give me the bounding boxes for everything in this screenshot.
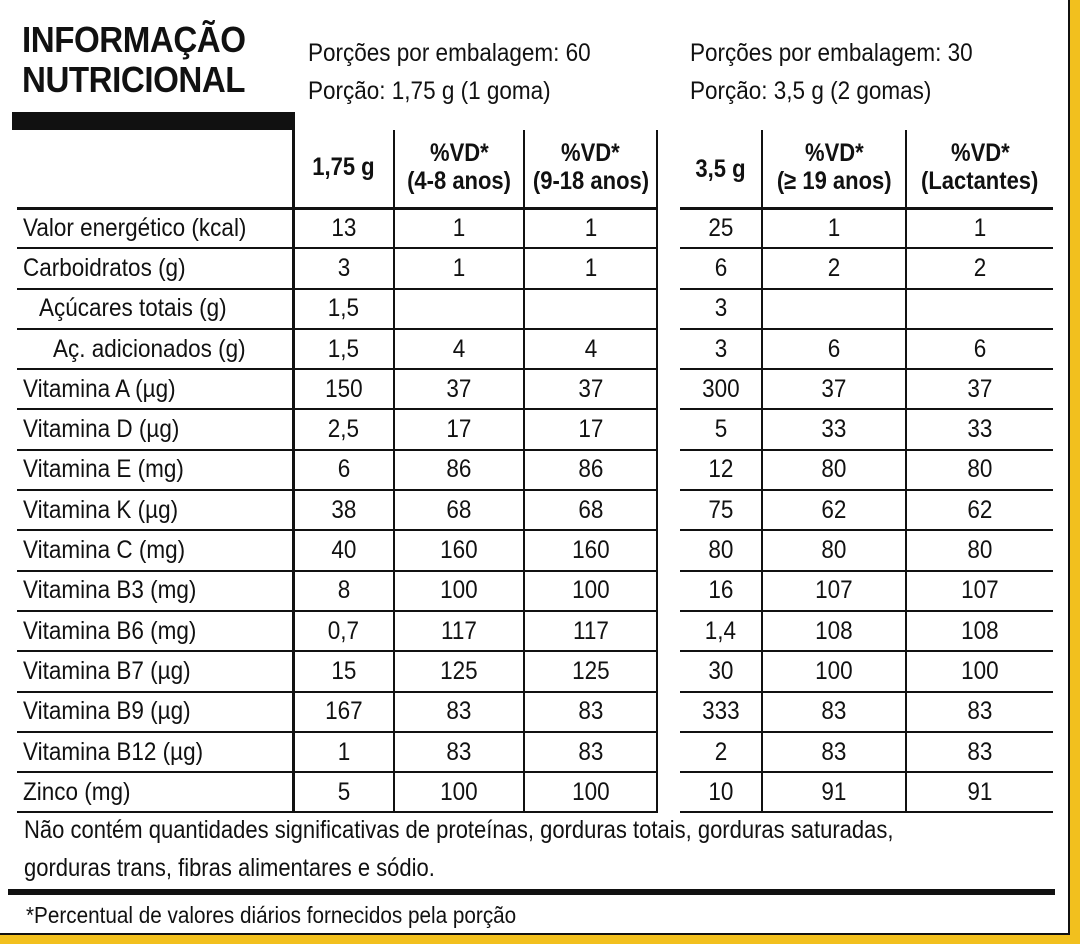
cell-vd-19-plus: 91	[762, 772, 906, 812]
cell-vd-lactantes: 108	[906, 611, 1053, 651]
cell-vd-19-plus: 2	[762, 248, 906, 288]
cell-vd-19-plus: 62	[762, 490, 906, 530]
cell-vd-9-18: 37	[524, 369, 657, 409]
column-gap	[657, 329, 680, 369]
column-gap	[657, 248, 680, 288]
cell-vd-lactantes: 91	[906, 772, 1053, 812]
header-vd-lactantes: %VD* (Lactantes)	[906, 130, 1053, 208]
cell-amount-1-75g: 6	[293, 450, 394, 490]
cell-amount-1-75g: 40	[293, 530, 394, 570]
footnote-line-2: gorduras trans, fibras alimentares e sódio.	[24, 854, 435, 882]
cell-amount-1-75g: 2,5	[293, 409, 394, 449]
cell-vd-9-18: 83	[524, 692, 657, 732]
cell-vd-lactantes: 80	[906, 530, 1053, 570]
cell-vd-4-8: 160	[394, 530, 524, 570]
cell-vd-19-plus: 6	[762, 329, 906, 369]
column-gap	[657, 208, 680, 248]
cell-vd-lactantes	[906, 289, 1053, 329]
cell-vd-19-plus: 108	[762, 611, 906, 651]
cell-amount-3-5g: 6	[680, 248, 762, 288]
table-row	[17, 248, 1053, 288]
cell-amount-3-5g: 30	[680, 651, 762, 691]
cell-vd-4-8: 1	[394, 248, 524, 288]
cell-vd-lactantes: 2	[906, 248, 1053, 288]
serving-info-single	[308, 34, 591, 110]
cell-vd-19-plus: 80	[762, 450, 906, 490]
cell-amount-3-5g: 75	[680, 490, 762, 530]
column-gap	[657, 692, 680, 732]
cell-vd-lactantes: 83	[906, 732, 1053, 772]
nutrient-label: Vitamina B7 (µg)	[17, 651, 293, 691]
cell-vd-lactantes: 6	[906, 329, 1053, 369]
cell-amount-1-75g: 1,5	[293, 329, 394, 369]
table-row	[17, 571, 1053, 611]
nutrient-label: Zinco (mg)	[17, 772, 293, 812]
cell-amount-1-75g: 0,7	[293, 611, 394, 651]
daily-value-note: *Percentual de valores diários fornecidos pela porção	[26, 902, 517, 928]
title-line-1: INFORMAÇÃO	[22, 19, 246, 60]
header-vd-4-8: %VD* (4-8 anos)	[394, 130, 524, 208]
nutrient-label: Vitamina C (mg)	[17, 530, 293, 570]
nutrition-table	[17, 130, 1053, 813]
cell-vd-lactantes: 62	[906, 490, 1053, 530]
nutrient-label: Vitamina B3 (mg)	[17, 571, 293, 611]
footnote-line-1: Não contém quantidades significativas de proteínas, gorduras totais, gorduras saturadas,	[24, 816, 894, 844]
portion-size-2-gomas: Porção: 3,5 g (2 gomas)	[690, 77, 932, 105]
cell-vd-19-plus: 83	[762, 732, 906, 772]
cell-vd-4-8: 68	[394, 490, 524, 530]
cell-amount-1-75g: 3	[293, 248, 394, 288]
cell-amount-1-75g: 150	[293, 369, 394, 409]
cell-vd-4-8: 100	[394, 571, 524, 611]
cell-vd-19-plus	[762, 289, 906, 329]
header-vd-19-plus: %VD* (≥ 19 anos)	[762, 130, 906, 208]
table-row	[17, 530, 1053, 570]
cell-vd-4-8: 125	[394, 651, 524, 691]
header-vd-9-18: %VD* (9-18 anos)	[524, 130, 657, 208]
cell-amount-3-5g: 3	[680, 289, 762, 329]
column-gap	[657, 611, 680, 651]
cell-vd-9-18: 125	[524, 651, 657, 691]
cell-vd-4-8: 17	[394, 409, 524, 449]
cell-vd-19-plus: 1	[762, 208, 906, 248]
cell-vd-lactantes: 33	[906, 409, 1053, 449]
nutrient-label: Vitamina B12 (µg)	[17, 732, 293, 772]
cell-amount-3-5g: 3	[680, 329, 762, 369]
cell-amount-3-5g: 300	[680, 369, 762, 409]
column-gap	[657, 732, 680, 772]
table-header-row	[17, 130, 1053, 208]
header-rule	[12, 112, 295, 130]
cell-vd-9-18: 117	[524, 611, 657, 651]
cell-vd-9-18	[524, 289, 657, 329]
header-portion-1-75g: 1,75 g	[293, 130, 394, 208]
nutrient-label: Vitamina D (µg)	[17, 409, 293, 449]
nutrient-label: Vitamina B9 (µg)	[17, 692, 293, 732]
cell-amount-1-75g: 8	[293, 571, 394, 611]
cell-vd-19-plus: 107	[762, 571, 906, 611]
cell-vd-4-8: 83	[394, 692, 524, 732]
column-gap	[657, 450, 680, 490]
header-nutrient	[17, 130, 293, 208]
column-gap	[657, 409, 680, 449]
cell-amount-1-75g: 13	[293, 208, 394, 248]
table-row	[17, 208, 1053, 248]
cell-vd-9-18: 17	[524, 409, 657, 449]
cell-amount-3-5g: 80	[680, 530, 762, 570]
title-line-2: NUTRICIONAL	[22, 59, 246, 100]
cell-amount-3-5g: 16	[680, 571, 762, 611]
cell-vd-19-plus: 37	[762, 369, 906, 409]
cell-vd-lactantes: 83	[906, 692, 1053, 732]
serving-info-double	[690, 34, 973, 110]
cell-vd-4-8	[394, 289, 524, 329]
column-gap	[657, 490, 680, 530]
nutrient-label: Vitamina A (µg)	[17, 369, 293, 409]
cell-vd-lactantes: 37	[906, 369, 1053, 409]
header-portion-3-5g: 3,5 g	[680, 130, 762, 208]
table-row	[17, 692, 1053, 732]
cell-vd-lactantes: 80	[906, 450, 1053, 490]
nutrition-title	[22, 20, 246, 100]
table-row	[17, 289, 1053, 329]
column-gap	[657, 369, 680, 409]
column-gap	[657, 651, 680, 691]
cell-vd-9-18: 1	[524, 248, 657, 288]
nutrient-label: Vitamina K (µg)	[17, 490, 293, 530]
cell-amount-1-75g: 1	[293, 732, 394, 772]
table-row	[17, 651, 1053, 691]
nutrient-label: Carboidratos (g)	[17, 248, 293, 288]
portion-size-1-goma: Porção: 1,75 g (1 goma)	[308, 77, 551, 105]
cell-amount-1-75g: 15	[293, 651, 394, 691]
table-row	[17, 490, 1053, 530]
table-row	[17, 450, 1053, 490]
cell-vd-9-18: 100	[524, 772, 657, 812]
table-row	[17, 772, 1053, 812]
cell-vd-19-plus: 80	[762, 530, 906, 570]
nutrient-label: Aç. adicionados (g)	[17, 329, 293, 369]
cell-vd-4-8: 86	[394, 450, 524, 490]
cell-amount-3-5g: 333	[680, 692, 762, 732]
nutrient-label: Vitamina B6 (mg)	[17, 611, 293, 651]
cell-amount-1-75g: 38	[293, 490, 394, 530]
cell-amount-3-5g: 5	[680, 409, 762, 449]
column-gap	[657, 571, 680, 611]
footer-rule	[8, 889, 1055, 895]
servings-per-package-30: Porções por embalagem: 30	[690, 39, 973, 67]
cell-vd-9-18: 1	[524, 208, 657, 248]
cell-vd-lactantes: 1	[906, 208, 1053, 248]
cell-amount-3-5g: 25	[680, 208, 762, 248]
cell-vd-4-8: 1	[394, 208, 524, 248]
cell-amount-3-5g: 12	[680, 450, 762, 490]
column-gap	[657, 130, 680, 208]
cell-amount-1-75g: 1,5	[293, 289, 394, 329]
cell-vd-lactantes: 100	[906, 651, 1053, 691]
cell-vd-4-8: 37	[394, 369, 524, 409]
column-gap	[657, 289, 680, 329]
column-gap	[657, 772, 680, 812]
cell-vd-4-8: 117	[394, 611, 524, 651]
cell-vd-4-8: 4	[394, 329, 524, 369]
table-row	[17, 732, 1053, 772]
cell-amount-3-5g: 1,4	[680, 611, 762, 651]
cell-vd-19-plus: 33	[762, 409, 906, 449]
cell-amount-1-75g: 167	[293, 692, 394, 732]
cell-vd-4-8: 83	[394, 732, 524, 772]
table-row	[17, 611, 1053, 651]
nutrient-label: Valor energético (kcal)	[17, 208, 293, 248]
cell-vd-9-18: 68	[524, 490, 657, 530]
table-row	[17, 409, 1053, 449]
cell-vd-lactantes: 107	[906, 571, 1053, 611]
table-row	[17, 369, 1053, 409]
servings-per-package-60: Porções por embalagem: 60	[308, 39, 591, 67]
cell-vd-9-18: 4	[524, 329, 657, 369]
nutrient-label: Vitamina E (mg)	[17, 450, 293, 490]
cell-vd-19-plus: 83	[762, 692, 906, 732]
table-row	[17, 329, 1053, 369]
cell-vd-9-18: 83	[524, 732, 657, 772]
cell-amount-3-5g: 2	[680, 732, 762, 772]
nutrient-label: Açúcares totais (g)	[17, 289, 293, 329]
cell-vd-9-18: 160	[524, 530, 657, 570]
cell-amount-1-75g: 5	[293, 772, 394, 812]
cell-vd-4-8: 100	[394, 772, 524, 812]
footnote-not-significant	[24, 811, 894, 887]
cell-vd-9-18: 100	[524, 571, 657, 611]
cell-vd-19-plus: 100	[762, 651, 906, 691]
cell-vd-9-18: 86	[524, 450, 657, 490]
cell-amount-3-5g: 10	[680, 772, 762, 812]
column-gap	[657, 530, 680, 570]
